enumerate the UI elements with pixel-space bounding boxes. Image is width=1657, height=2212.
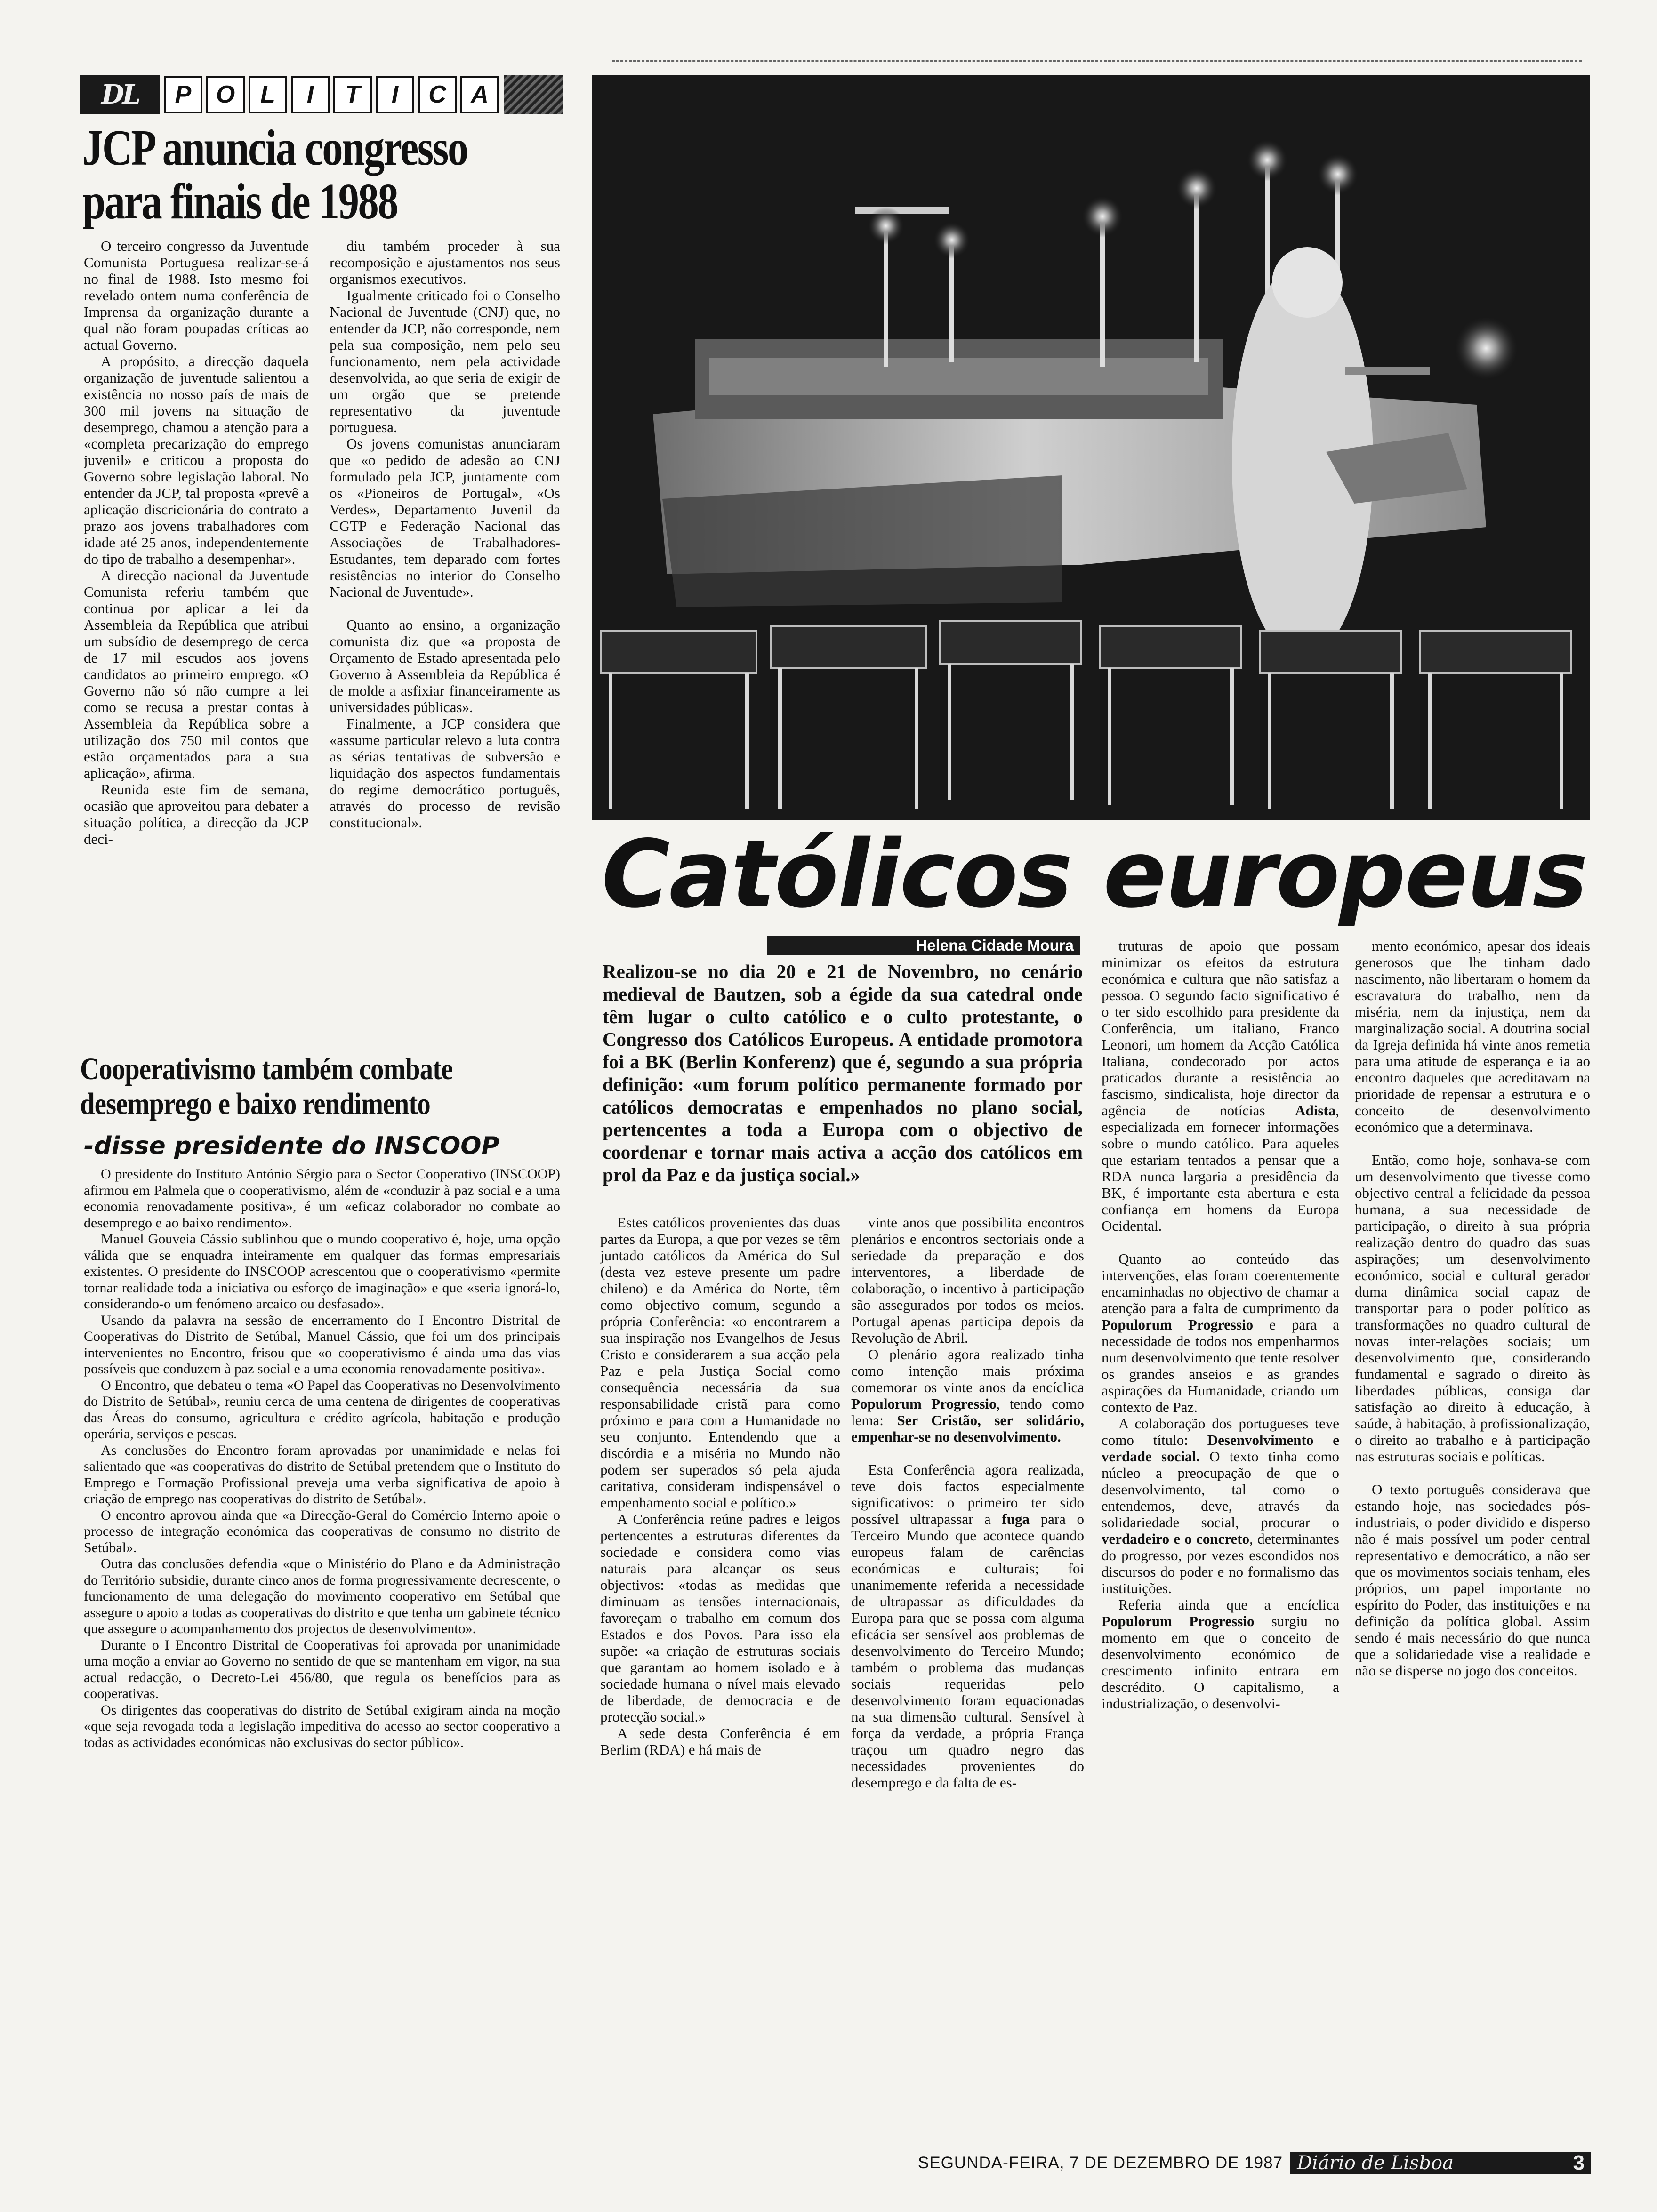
paragraph: Os jovens comunistas anunciaram que «o pedido de adesão ao CNJ formulado pela JCP, juntamente com os «Pioneiros de Portugal», «Os Verdes», Departamento Juvenil da CGTP e Federação Nacional das Associações de Trabalhadores-Estudantes, tem deparado com fortes resistências no interior do Conselho Nacional de Juventude». — [330, 435, 560, 600]
paragraph: Esta Conferência agora realizada, teve dois factos especialmente significativos: o primeiro ter sido possível ultrapassar a fuga para o Terceiro Mundo que acontece quando europeus falam de carências económicas e culturais; foi unanimemente referida a necessidade de ultrapassar as dificuldades da Europa para que se possa com alguma eficácia ser sensível aos problemas de desenvolvimento do Terceiro Mundo; também o problema das mudanças sociais requeridas pelo desenvolvimento foram equacionadas na sua dimensão cultural. Sensível à força da verdade, a própria França traçou um quadro negro das necessidades provenientes do desemprego e da falta de es- — [851, 1461, 1084, 1791]
paper-logo: DL — [80, 75, 160, 114]
paper-name: Diário de Lisboa — [1297, 2152, 1454, 2174]
section-letter: C — [418, 76, 457, 113]
catolicos-column-1 — [600, 1214, 840, 1996]
keyword-verdadeiro: verdadeiro e o concreto — [1102, 1531, 1250, 1547]
section-letter: P — [164, 76, 202, 113]
keyword-populorum: Populorum Progressio — [851, 1395, 997, 1412]
paragraph: A propósito, a direcção daquela organização de juventude salientou a existência no nosso país de mais de 300 mil jovens na situação de desemprego, chamou a atenção para a «completa precarização do emprego juvenil» e criticou a proposta do Governo sobre legislação laboral. No entender da JCP, tal proposta «prevê a aplicação discricionária do contrato a prazo aos jovens trabalhadores com idade até 25 anos, independentemente do tipo de trabalho a desempenhar». — [84, 353, 309, 567]
paragraph: diu também proceder à sua recomposição e ajustamentos nos seus organismos executivos. — [330, 238, 560, 287]
paragraph: truturas de apoio que possam minimizar os efeitos da estrutura económica e cultura que não satisfaz a pessoa. O segundo facto significativo é o ter sido escolhido para presidente da Conferência, um italiano, Franco Leonori, um homem da Acção Católica Italiana, condecorado por actos praticados durante a resistência ao fascismo, sindicalista, hoje director da agência de notícias Adista, especializada em fornecer informações sobre o mundo católico. Para aqueles que estariam tentados a pensar que a RDA nunca largaria a presidência da BK, é importante esta abertura e esta confiança em homens da Europa Ocidental. — [1102, 938, 1339, 1234]
headline-catolicos: Católicos europeus — [602, 820, 1587, 929]
paragraph: Quanto ao ensino, a organização comunista diz que «a proposta de Orçamento de Estado apresentada pelo Governo à Assembleia da República é de molde a asfixiar financeiramente as universidades públicas». — [330, 617, 560, 715]
catolicos-column-2 — [851, 1214, 1084, 1998]
paragraph: A direcção nacional da Juventude Comunista referiu também que continua por aplicar a lei da Assembleia da República que atribui um subsídio de desemprego de cerca de 17 mil escudos aos jovens candidatos ao primeiro emprego. «O Governo não só não cumpre a lei como se recusa a prestar contas à Assembleia da República sobre a utilização dos 750 mil contos que estão orçamentados para a sua aplicação», afirma. — [84, 567, 309, 781]
headline-cooperativismo: Cooperativismo também combate desemprego e baixo rendimento — [80, 1052, 453, 1121]
catolicos-column-3 — [1102, 938, 1339, 1996]
paragraph: Referia ainda que a encíclica Populorum Progressio surgiu no momento em que o conceito de desenvolvimento económico de crescimento infinito entrara em descrédito. O capitalismo, a industrialização, o desenvolvi- — [1102, 1596, 1339, 1712]
paragraph: O Encontro, que debateu o tema «O Papel das Cooperativas no Desenvolvimento do Distrito de Setúbal», reuniu cerca de uma centena de dirigentes de cooperativas das Áreas do consumo, agricultura e crédito agrícola, habitação e produção operária, serviços e pescas. — [84, 1377, 560, 1442]
photo-congress-altar — [592, 75, 1590, 820]
section-letter: O — [206, 76, 245, 113]
deck-inscoop: -disse presidente do INSCOOP — [84, 1132, 499, 1160]
paragraph: Quanto ao conteúdo das intervenções, elas foram coerentemente encaminhadas no objectivo de chamar a atenção para a falta de cumprimento da Populorum Progressio e para a necessidade de todos nos empenharmos num desenvolvimento que tente resolver os grandes anseios e as grandes aspirações da Humanidade, criando um contexto de Paz. — [1102, 1250, 1339, 1415]
paragraph: Usando da palavra na sessão de encerramento do I Encontro Distrital de Cooperativas do Distrito de Setúbal, Manuel Cássio, que foi um dos principais intervenientes no Encontro, frisou que «o cooperativismo é ainda uma das vias possíveis que conduzem à paz social e a uma economia renovadamente positiva». — [84, 1312, 560, 1377]
paragraph: O terceiro congresso da Juventude Comunista Portuguesa realizar-se-á no final de 1988. Isto mesmo foi revelado ontem numa conferência de Imprensa da organização durante a qual não foram poupadas críticas ao actual Governo. — [84, 238, 309, 353]
keyword-populorum: Populorum Progressio — [1102, 1613, 1255, 1629]
top-dashed-rule — [612, 60, 1582, 62]
page-footer — [918, 2150, 1591, 2176]
byline: Helena Cidade Moura — [767, 936, 1080, 955]
jcp-column-2 — [330, 238, 560, 1047]
paragraph: Manuel Gouveia Cássio sublinhou que o mundo cooperativo é, hoje, uma opção válida que se enquadra inteiramente em qualquer das formas empresariais existentes. O presidente do INSCOOP acrescentou que o cooperativismo «permite tornar realidade toda a iniciativa ou esforço de imaginação» e que «seria ignorá-lo, considerando-o um fenómeno arcaico ou desfasado». — [84, 1231, 560, 1312]
section-letter: I — [376, 76, 414, 113]
keyword-populorum: Populorum Progressio — [1102, 1316, 1254, 1333]
paragraph: Finalmente, a JCP considera que «assume particular relevo a luta contra as sérias tentativas de subversão e liquidação dos aspectos fundamentais do regime democrático português, através do processo de revisão constitucional». — [330, 715, 560, 831]
paragraph: O plenário agora realizado tinha como intenção mais próxima comemorar os vinte anos da encíclica Populorum Progressio, tendo como lema: Ser Cristão, ser solidário, empenhar-se no desenvolvimento. — [851, 1346, 1084, 1445]
section-letter: L — [249, 76, 287, 113]
paragraph: Durante o I Encontro Distrital de Cooperativas foi aprovada por unanimidade uma moção a enviar ao Governo no sentido de que se mantenham em vigor, na sua actual redacção, o Decreto-Lei 456/80, que regula os benefícios para as cooperativas. — [84, 1637, 560, 1701]
section-bar-pattern — [504, 75, 563, 114]
lead-paragraph: Realizou-se no dia 20 e 21 de Novembro, no cenário medieval de Bautzen, sob a égide da sua catedral onde têm lugar o culto católico e o culto protestante, o Congresso dos Católicos Europeus. A entidade promotora foi a BK (Berlin Konferenz) que é, segundo a sua própria definição: «um forum político permanente formado por católicos democratas e empenhados no plano social, pertencentes a toda a Europa com o objectivo de coordenar e tornar mais activa a acção dos católicos em prol da Paz e da justiça social.» — [603, 961, 1083, 1186]
paragraph: As conclusões do Encontro foram aprovadas por unanimidade e nelas foi salientado que «as cooperativas do distrito de Setúbal pretendem que o Instituto do Emprego e Formação Profissional preveja uma verba significativa de apoio à criação de emprego nas cooperativas do distrito de Setúbal». — [84, 1442, 560, 1507]
footer-paper-logo — [1290, 2152, 1591, 2174]
section-letter: I — [291, 76, 330, 113]
paragraph: O encontro aprovou ainda que «a Direcção-Geral do Comércio Interno apoie o processo de integração económica das cooperativas de consumo no distrito de Setúbal». — [84, 1507, 560, 1555]
paragraph: Outra das conclusões defendia «que o Ministério do Plano e da Administração do Território subsidie, durante cinco anos de forma progressivamente decrescente, o funcionamento de uma delegação do movimento cooperativo em Setúbal que assegure o apoio a todas as cooperativas do distrito e que tenha um gabinete técnico que assegure o acompanhamento dos projectos de desenvolvimento». — [84, 1556, 560, 1636]
paragraph: Estes católicos provenientes das duas partes da Europa, a que por vezes se têm juntado católicos da América do Sul (desta vez esteve presente um padre chileno) e da América do Norte, têm como objectivo comum, segundo a própria Conferência: «o encontrarem a sua inspiração nos Evangelhos de Jesus Cristo e considerarem a sua acção pela Paz e pela Justiça Social como consequência necessária da sua responsabilidade cristã para como próximo e para com a Humanidade no seu conjunto. Entendendo que a discórdia e a miséria no Mundo não podem ser superados só pela ajuda caritativa, consideram indispensável o empenhamento social e político.» — [600, 1214, 840, 1511]
paragraph: A sede desta Conferência é em Berlim (RDA) e há mais de — [600, 1725, 840, 1758]
section-letter: A — [460, 76, 499, 113]
keyword-adista: Adista — [1295, 1102, 1336, 1119]
paragraph: O texto português considerava que estando hoje, nas sociedades pós-industriais, o poder dividido e disperso não é mais possível um poder central representativo e democrático, a não ser que os movimentos sociais tenham, eles próprios, um papel importante no espírito do Poder, das instituições e na definição da política global. Assim sendo é mais necessário do que nunca que a solidariedade vise a realidade e não se disperse no jogo dos conceitos. — [1355, 1481, 1590, 1679]
cooperativismo-body — [84, 1166, 560, 1957]
paragraph: Então, como hoje, sonhava-se com um desenvolvimento que tivesse como objectivo central a felicidade da pessoa humana, a sua necessidade de participação, o direito à sua própria realização dentro do quadro das suas aspirações; um desenvolvimento económico, social e cultural gerador duma dinâmica social capaz de transportar para o poder político as transformações no quadro cultural de novas inter-relações sociais; um desenvolvimento que, considerando fundamental e sagrado o direito às liberdades públicas, consiga dar satisfação ao direito à educação, à saúde, à habitação, à profissionalização, o direito ao trabalho e à participação nas estruturas sociais e políticas. — [1355, 1152, 1590, 1465]
paragraph: mento económico, apesar dos ideais generosos que lhe tinham dado nascimento, não libertaram o homem da escravatura do trabalho, nem da miséria, nem da injustiça, nem da marginalização social. A doutrina social da Igreja definida há vinte anos remetia para uma atitude de esperança e ia ao encontro daqueles que acreditavam na prioridade de repensar a estrutura e o conceito de desenvolvimento económico que a determinava. — [1355, 938, 1590, 1135]
paragraph: O presidente do Instituto António Sérgio para o Sector Cooperativo (INSCOOP) afirmou em Palmela que o cooperativismo, além de «conduzir à paz social e a uma economia renovadamente positiva», é um «eficaz colaborador no combate ao desemprego e ao baixo rendimento». — [84, 1166, 560, 1231]
catolicos-column-4 — [1355, 938, 1590, 1996]
paragraph: A Conferência reúne padres e leigos pertencentes a estruturas diferentes da sociedade e considera como vias naturais para alcançar os seus objectivos: «todas as medidas que diminuam as tensões internacionais, favoreçam o trabalho em comum dos Estados e dos Povos. Para isso ela supõe: «a criação de estruturas sociais que garantam ao homem isolado e à sociedade humana o nível mais elevado de liberdade, de democracia e de protecção social.» — [600, 1511, 840, 1725]
keyword-lema: Ser Cristão, ser solidário, empenhar-se no desenvolvimento. — [851, 1412, 1084, 1445]
section-letter: T — [333, 76, 372, 113]
paragraph: vinte anos que possibilita encontros plenários e encontros sectoriais onde a seriedade da preparação e dos interventores, a liberdade de colaboração, o incentivo à participação são assegurados por todos os meios. Portugal apenas participa depois da Revolução de Abril. — [851, 1214, 1084, 1346]
paragraph: A colaboração dos portugueses teve como título: Desenvolvimento e verdade social. O texto tinha como núcleo a preocupação de que o desenvolvimento, tal como o entendemos, deve, através da solidariedade social, procurar o verdadeiro e o concreto, determinantes do progresso, por vezes escondidos nos discursos do poder e no formalismo das instituições. — [1102, 1415, 1339, 1596]
page-number: 3 — [1573, 2151, 1585, 2174]
headline-jcp: JCP anuncia congresso para finais de 1988 — [82, 120, 467, 230]
keyword-desenvolvimento: Desenvolvimento e verdade social. — [1102, 1432, 1339, 1465]
jcp-column-1 — [84, 238, 309, 1050]
paragraph: Igualmente criticado foi o Conselho Nacional de Juventude (CNJ) que, no entender da JCP, não corresponde, nem pela sua composição, nem pelo seu funcionamento, nem pela actividade desenvolvida, ao que seria de exigir de um orgão que se pretende representativo da juventude portuguesa. — [330, 287, 560, 435]
issue-date: SEGUNDA-FEIRA, 7 DE DEZEMBRO DE 1987 — [918, 2154, 1283, 2172]
paragraph: Reunida este fim de semana, ocasião que aproveitou para debater a situação política, a direcção da JCP deci- — [84, 781, 309, 847]
section-banner — [80, 74, 563, 115]
keyword-fuga: fuga — [1002, 1511, 1030, 1527]
paragraph: Os dirigentes das cooperativas do distrito de Setúbal exigiram ainda na moção «que seja revogada toda a legislação impeditiva do acesso ao sector cooperativo a todas as actividades económicas não exclusivas do sector público». — [84, 1702, 560, 1750]
